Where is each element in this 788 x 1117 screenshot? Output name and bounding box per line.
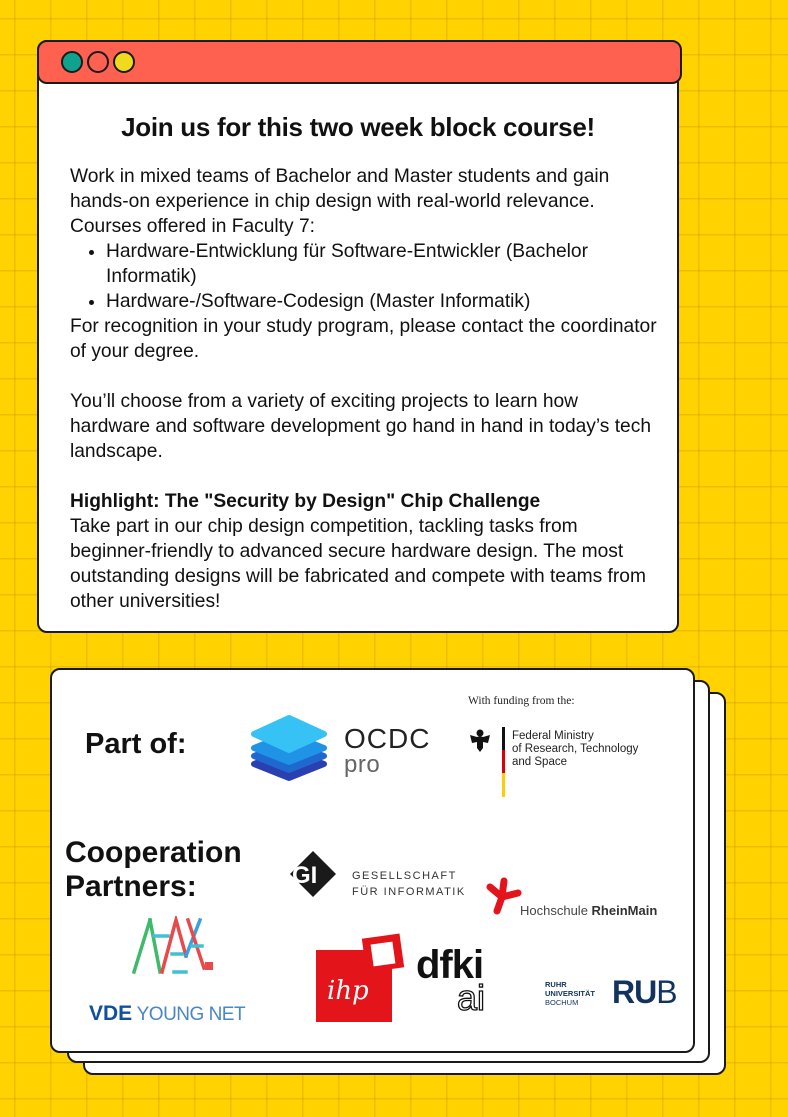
rub-logo — [612, 974, 677, 1011]
part-of-label: Part of: — [85, 728, 187, 760]
ministry-line: Federal Ministry — [512, 730, 594, 742]
ihp-inner-square — [371, 942, 396, 967]
rub-bold: RU — [612, 974, 657, 1010]
vde-young-net-logo — [89, 1002, 245, 1026]
ocdc-name: OCDC — [344, 723, 431, 754]
coral-dot-icon — [87, 51, 109, 73]
ihp-text: ihp — [327, 976, 369, 1006]
course-list — [70, 239, 660, 314]
course-item: • Hardware-/Software-Codesign (Master Informatik) — [106, 289, 660, 314]
federal-eagle-icon — [469, 728, 491, 754]
ministry-line: and Space — [512, 756, 567, 768]
gi-line: GESELLSCHAFT — [352, 870, 457, 882]
rub-line: BOCHUM — [545, 998, 579, 1007]
gi-diamond-icon — [290, 851, 336, 897]
funding-label: With funding from the: — [468, 695, 575, 707]
label-line: Partners: — [65, 870, 197, 903]
highlight-text: Take part in our chip design competition, tackling tasks from beginner-friendly to advanced secure hardware design. The most outstanding designs will be fabricated and compete with teams from other universities! — [70, 516, 646, 612]
dfki-logo: dfki — [416, 943, 484, 987]
german-flag-bar — [502, 727, 505, 797]
ocdc-sub: pro — [344, 751, 381, 778]
page-title: Join us for this two week block course! — [121, 112, 595, 142]
hsrm-logo — [520, 903, 657, 918]
gi-line: FÜR INFORMATIK — [352, 886, 466, 898]
course-item: • Hardware-Entwicklung für Software-Entwickler (Bachelor Informatik) — [106, 239, 660, 289]
course-description — [70, 164, 660, 614]
intro-text: Work in mixed teams of Bachelor and Master students and gain hands-on experience in chip design with real-world relevance. Courses offered in Faculty 7: — [70, 166, 610, 237]
rub-line: RUHR — [545, 980, 567, 989]
ocdc-layers-icon — [250, 712, 328, 784]
vde-young-net-mark-icon — [132, 916, 222, 978]
ministry-line: of Research, Technology — [512, 743, 639, 755]
rub-line: UNIVERSITÄT — [545, 989, 596, 998]
teal-dot-icon — [61, 51, 83, 73]
ministry-logo — [512, 730, 638, 769]
svg-text:GI: GI — [292, 862, 318, 889]
vde-light: YOUNG NET — [132, 1004, 246, 1025]
recognition-text: For recognition in your study program, please contact the coordinator of your degree. — [70, 316, 657, 362]
dfki-ai-text: ai — [457, 977, 486, 1018]
course-info-window — [37, 40, 679, 633]
partners-card — [50, 668, 695, 1053]
highlight-title: Highlight: The "Security by Design" Chip Challenge — [70, 491, 541, 512]
rub-light: B — [656, 974, 677, 1010]
hsrm-asterisk-icon — [482, 875, 522, 915]
vde-bold: VDE — [89, 1002, 133, 1025]
gi-logo — [352, 868, 466, 900]
label-line: Cooperation — [65, 836, 242, 869]
ocdc-logo — [344, 723, 431, 778]
hsrm-bold: RheinMain — [591, 903, 658, 918]
rub-wordmark — [545, 980, 595, 1007]
hsrm-light: Hochschule — [520, 903, 592, 918]
yellow-dot-icon — [113, 51, 135, 73]
window-titlebar — [37, 40, 682, 84]
cooperation-partners-label — [65, 836, 242, 904]
projects-text: You’ll choose from a variety of exciting projects to learn how hardware and software development go hand in hand in today’s tech landscape. — [70, 391, 651, 462]
